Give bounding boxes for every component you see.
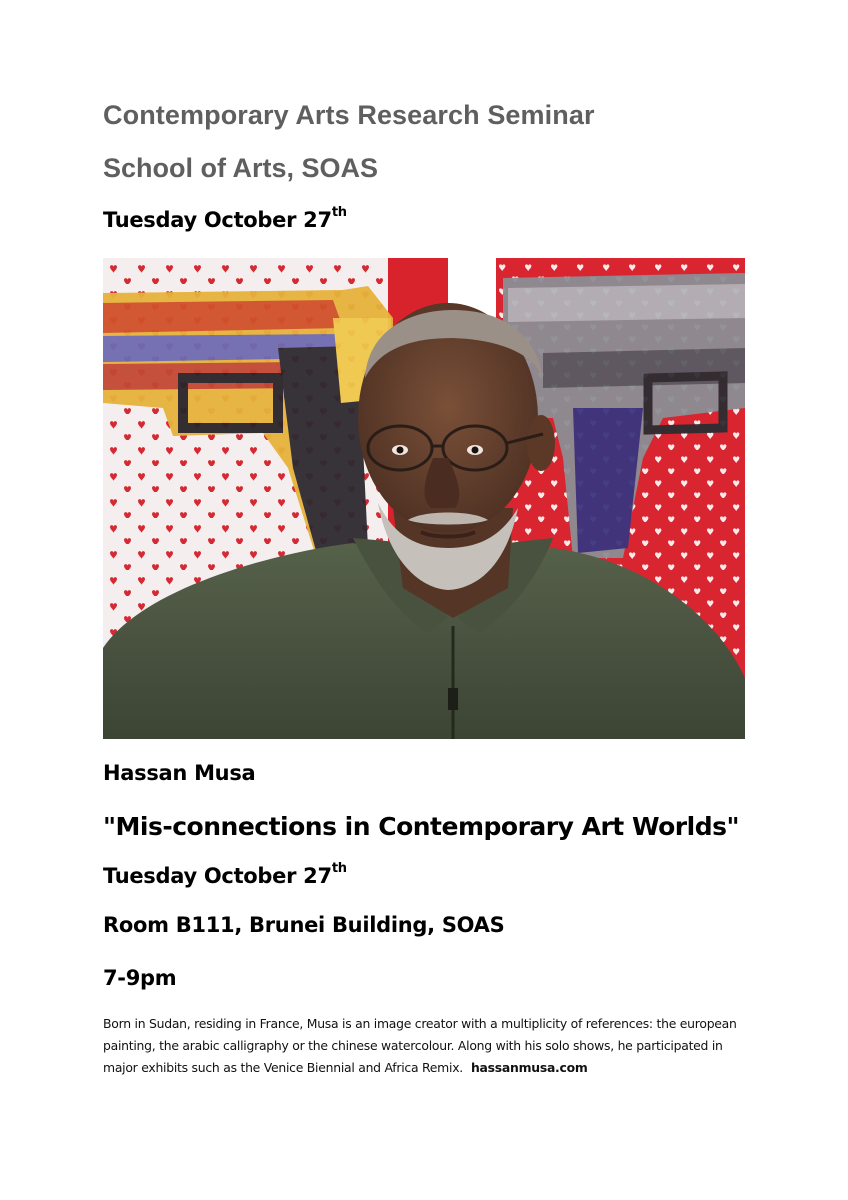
school-title: School of Arts, SOAS bbox=[103, 153, 379, 183]
date-suffix: th bbox=[331, 205, 347, 220]
date-text-repeat: Tuesday October 27 bbox=[103, 864, 332, 888]
date-suffix-repeat: th bbox=[331, 861, 347, 876]
event-time: 7-9pm bbox=[103, 966, 177, 990]
website-link[interactable]: hassanmusa.com bbox=[470, 1060, 588, 1075]
seminar-title: Contemporary Arts Research Seminar bbox=[103, 100, 595, 130]
talk-title: "Mis-connections in Contemporary Art Worlds" bbox=[103, 812, 740, 841]
speaker-name: Hassan Musa bbox=[103, 761, 256, 785]
event-date-top bbox=[103, 205, 347, 232]
photo-illustration bbox=[103, 258, 745, 739]
date-text: Tuesday October 27 bbox=[103, 208, 332, 232]
speaker-photo bbox=[103, 258, 745, 739]
event-location: Room B111, Brunei Building, SOAS bbox=[103, 913, 505, 937]
bio-text: Born in Sudan, residing in France, Musa is an image creator with a multiplicity of references: the european painting, the arabic calligraphy or the chinese watercolour. Along with his solo shows, he participated in major exhibits such as the Venice Biennial and Africa Remix. bbox=[103, 1016, 737, 1075]
event-date-bottom bbox=[103, 861, 347, 888]
speaker-bio bbox=[103, 1013, 753, 1079]
